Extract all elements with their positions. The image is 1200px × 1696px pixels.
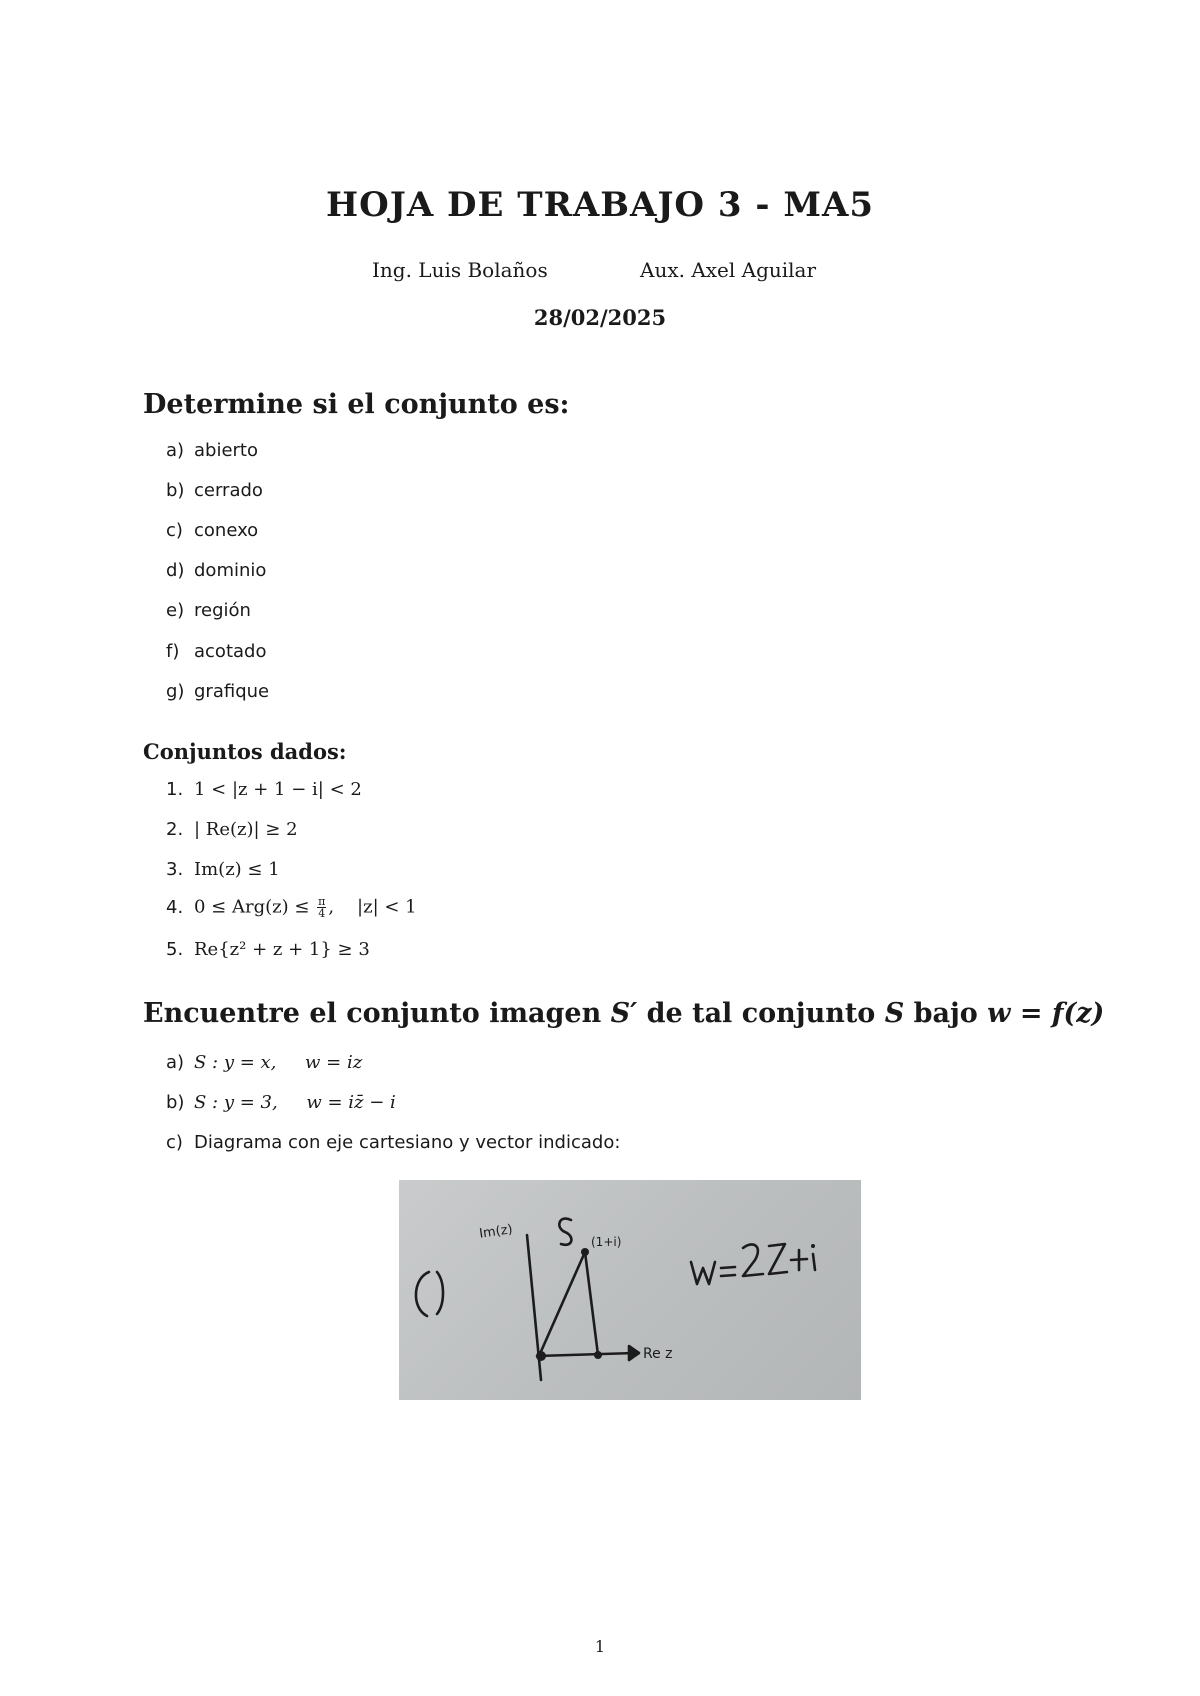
list-item: 3. Im(z) ≤ 1 (166, 859, 280, 880)
list-item: c) conexo (166, 520, 259, 541)
list-item: 1. 1 < |z + 1 − i| < 2 (166, 779, 362, 800)
list-item: f) acotado (166, 641, 267, 662)
author-assistant: Aux. Axel Aguilar (640, 258, 817, 282)
page-number: 1 (594, 1637, 606, 1656)
diagram-sketch (399, 1180, 861, 1400)
list-item: b) cerrado (166, 480, 263, 501)
list-item: a) S : y = x, w = iz (166, 1052, 363, 1073)
section-heading-determine: Determine si el conjunto es: (143, 389, 570, 420)
origin-dot (536, 1351, 546, 1361)
fraction-pi-over-4: $\frac{\pi}{4}$ (318, 895, 326, 920)
point-dot (581, 1248, 589, 1256)
vector-s (539, 1252, 585, 1356)
handwritten-diagram-photo (399, 1180, 861, 1400)
document-date: 28/02/2025 (533, 305, 667, 330)
label-point: (1+i) (591, 1235, 622, 1249)
real-axis (537, 1353, 635, 1356)
label-im: Im(z) (478, 1222, 514, 1242)
equals-top (721, 1267, 735, 1268)
list-item: c) Diagrama con eje cartesiano y vector indicado: (166, 1132, 621, 1153)
letter-w (691, 1262, 715, 1284)
page-title: HOJA DE TRABAJO 3 - MA5 (326, 185, 874, 225)
label-re: Re z (643, 1346, 673, 1362)
real-axis-arrowhead (629, 1346, 639, 1360)
subheading-sets: Conjuntos dados: (143, 739, 347, 764)
list-item: g) grafique (166, 681, 270, 702)
digit-2 (743, 1244, 763, 1276)
list-item: e) región (166, 600, 251, 621)
triangle-side (585, 1252, 598, 1355)
letter-z (769, 1244, 787, 1274)
label-s-stroke (559, 1219, 571, 1245)
list-item: 5. Re{z² + z + 1} ≥ 3 (166, 939, 370, 960)
list-item: 2. | Re(z)| ≥ 2 (166, 819, 298, 840)
author-professor: Ing. Luis Bolaños (372, 258, 548, 282)
letter-i-stroke (813, 1254, 815, 1270)
letter-i-dot (811, 1244, 815, 1248)
axis-point-dot (594, 1351, 602, 1359)
paren-stroke (437, 1272, 443, 1314)
letter-c-stroke (416, 1272, 429, 1316)
equals-bottom (721, 1275, 735, 1276)
list-item: d) dominio (166, 560, 267, 581)
list-item: b) S : y = 3, w = iz̄ − i (166, 1092, 396, 1113)
section-heading-image-set: Encuentre el conjunto imagen S′ de tal conjunto S bajo w = f(z) (143, 998, 1105, 1029)
list-item: a) abierto (166, 440, 259, 461)
list-item: 4. 0 ≤ Arg(z) ≤ $\frac{\pi}{4}$ , |z| < 1 (166, 895, 417, 920)
